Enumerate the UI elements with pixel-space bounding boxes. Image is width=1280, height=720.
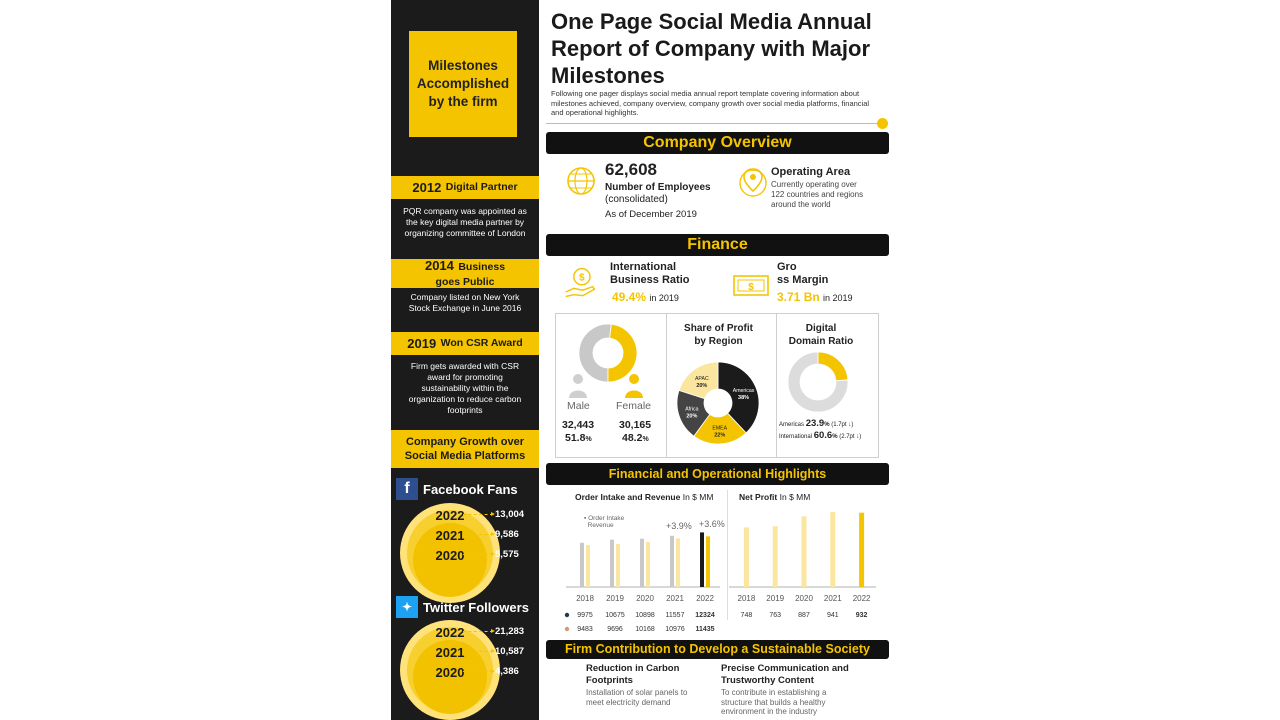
bar-net-profit-2018 [744,527,749,587]
margin-value: 3.71 Bn [777,290,820,304]
data-label: 10898 [635,612,655,619]
facebook-value: 5,575 [463,549,519,560]
slice-value: 20% [686,413,698,420]
milestone-2019-header [391,332,539,355]
bar-net-profit-2021 [830,512,835,587]
slice-value: 38% [738,394,750,401]
profit-chart-title: Net Profit In $ MM [739,492,811,502]
male-count: 32,443 [562,419,595,431]
globe-people-icon [563,163,599,199]
finance-heading: Finance [546,234,889,256]
x-tick-label: 2020 [795,594,813,603]
area-desc: Currently operating over 122 countries and regions around the world [771,180,864,209]
milestone-title: Won CSR Award [440,337,523,349]
slice-americas [818,352,848,381]
facebook-year: 2020 [435,548,465,563]
area-title: Operating Area [771,166,851,178]
slice-value: 22% [714,432,726,439]
bar-order-intake-2022 [700,532,704,587]
profit-title-2: by Region [694,336,743,347]
digital-title-1: Digital [805,323,837,334]
page-title: One Page Social Media Annual Report of Company with Major Milestones [551,9,872,88]
order-chart-title: Order Intake and Revenue In $ MM [575,492,714,502]
growth-label-1: +3.9% [666,521,692,531]
intl-suffix: in 2019 [649,293,679,303]
series-dot [565,613,569,617]
bar-order-intake-2020 [640,539,644,587]
male-percent: 51.8% [565,432,592,444]
margin-title-2: ss Margin [777,274,829,286]
series-dot [565,627,569,631]
data-label: 9483 [577,626,593,633]
data-label: 9975 [577,612,593,619]
data-label: 12324 [695,612,715,619]
contribution-heading: Firm Contribution to Develop a Sustainable Society [546,640,889,659]
svg-text:$: $ [579,272,585,284]
international-row: International 60.6% (2.7pt ↓) [779,430,862,441]
highlights-heading: Financial and Operational Highlights [546,463,889,485]
title-divider-dot [877,118,888,129]
milestones-title: Milestones Accomplished by the firm [409,31,517,137]
bar-revenue-2020 [646,542,650,587]
x-tick-label: 2022 [696,594,714,603]
twitter-value: 4,386 [463,666,519,677]
milestone-year: 2014 [424,257,454,273]
bar-revenue-2019 [616,544,620,587]
hand-money-icon [563,265,599,301]
slice-label: Africa [685,406,699,413]
intl-value: 49.4% [612,290,647,304]
banknote-icon [731,270,771,300]
facebook-year: 2021 [435,528,465,543]
data-label: 887 [798,612,810,619]
twitter-value: 21,283 [463,626,524,637]
data-label: 11557 [665,612,685,619]
contribution-item2-title: Precise Communication and Trustworthy Content [721,663,849,686]
data-label: 748 [740,612,753,619]
digital-domain-donut [787,351,849,413]
facebook-value: 9,586 [463,529,519,540]
bar-order-intake-2018 [580,543,584,587]
twitter-icon: ✦ [396,596,418,618]
overview-heading: Company Overview [546,132,889,154]
slice-label: APAC [694,375,709,382]
legend-order: ▪ Order Intake [584,515,625,522]
intl-value-row [612,290,679,304]
legend-revenue: Revenue [587,522,614,529]
profit-title-1: Share of Profit [684,323,753,334]
contribution-item2-desc: To contribute in establishing a structure that builds a healthy environment in the industry [721,688,827,716]
bar-revenue-2021 [676,538,680,587]
bar-net-profit-2022 [859,513,864,587]
male-label: Male [567,400,590,412]
margin-value-row [777,290,853,304]
page-subtitle: Following one pager displays social media annual report template covering information about milestones achieved, company overview, company growth over social media platforms, financial and operational highlights. [551,89,870,117]
milestone-desc: Firm gets awarded with CSR award for promoting sustainability within the organization to reduce carbon footprints [408,361,522,415]
data-label: 10168 [635,626,655,633]
facebook-value: 13,004 [463,509,524,520]
milestone-2012-header [391,176,539,199]
order-legend [584,515,624,529]
milestone-year: 2019 [407,336,437,351]
bar-revenue-2018 [586,545,590,587]
americas-row: Americas 23.9% (1.7pt ↓) [779,418,854,429]
intl-title-1: International [610,261,677,273]
x-tick-label: 2019 [606,594,624,603]
data-label: 10675 [605,612,625,619]
facebook-year: 2022 [435,508,465,523]
location-pin-icon [735,163,771,199]
data-label: 941 [826,612,839,619]
margin-suffix: in 2019 [823,293,853,303]
employees-value: 62,608 [605,160,657,179]
contribution-item1-title: Reduction in Carbon Footprints [586,663,680,686]
digital-title-2: Domain Ratio [788,336,854,347]
milestone-title: Business goes Public [435,260,506,288]
growth-label-2: +3.6% [699,519,725,529]
milestone-year: 2012 [412,180,442,195]
milestone-desc: Company listed on New York Stock Exchange in June 2016 [408,292,522,313]
data-label: 9696 [607,626,623,633]
bar-net-profit-2020 [802,516,807,587]
bar-revenue-2022 [706,536,710,587]
x-tick-label: 2022 [852,594,871,603]
data-label: 10976 [665,626,685,633]
facebook-label: Facebook Fans [423,481,518,497]
data-label: 932 [855,612,868,619]
x-tick-label: 2020 [636,594,654,603]
milestone-title: Digital Partner [445,181,518,193]
profit-by-region-donut [676,361,760,445]
milestone-desc: PQR company was appointed as the key digital media partner by organizing committee of London [403,206,527,238]
twitter-year: 2022 [435,625,465,640]
female-percent: 48.2% [622,432,649,444]
svg-text:$: $ [748,282,754,293]
employees-date: As of December 2019 [605,209,697,220]
bar-order-intake-2021 [670,536,674,587]
milestones-sidebar [391,0,539,720]
net-profit-bar-chart [729,505,879,635]
twitter-header [396,596,529,618]
female-label: Female [616,400,652,412]
contribution-item1-desc: Installation of solar panels to meet electricity demand [586,688,688,707]
x-tick-label: 2021 [823,594,842,603]
slice-label: EMEA [712,425,728,432]
bar-net-profit-2019 [773,526,778,587]
female-count: 30,165 [619,419,652,431]
slice-label: Americas [732,387,755,394]
twitter-year: 2020 [435,665,465,680]
intl-title-2: Business Ratio [610,274,690,286]
twitter-label: Twitter Followers [423,599,529,615]
facebook-header [396,478,518,500]
x-tick-label: 2018 [576,594,594,603]
facebook-icon: f [396,478,418,500]
x-tick-label: 2018 [737,594,756,603]
margin-title-1: Gro [777,261,797,273]
twitter-value: 10,587 [463,646,524,657]
male-person-icon [568,372,588,398]
data-label: 11435 [695,626,715,633]
employees-note: (consolidated) [605,194,668,205]
x-tick-label: 2021 [666,594,684,603]
twitter-year: 2021 [435,645,465,660]
female-person-icon [624,372,644,398]
title-divider [546,123,879,124]
data-label: 763 [769,612,782,619]
milestone-2014-header [391,259,539,288]
slice-value: 20% [696,382,708,389]
x-tick-label: 2019 [766,594,785,603]
bar-order-intake-2019 [610,540,614,587]
growth-title: Company Growth over Social Media Platforms [391,430,539,468]
employees-label: Number of Employees [605,182,711,193]
